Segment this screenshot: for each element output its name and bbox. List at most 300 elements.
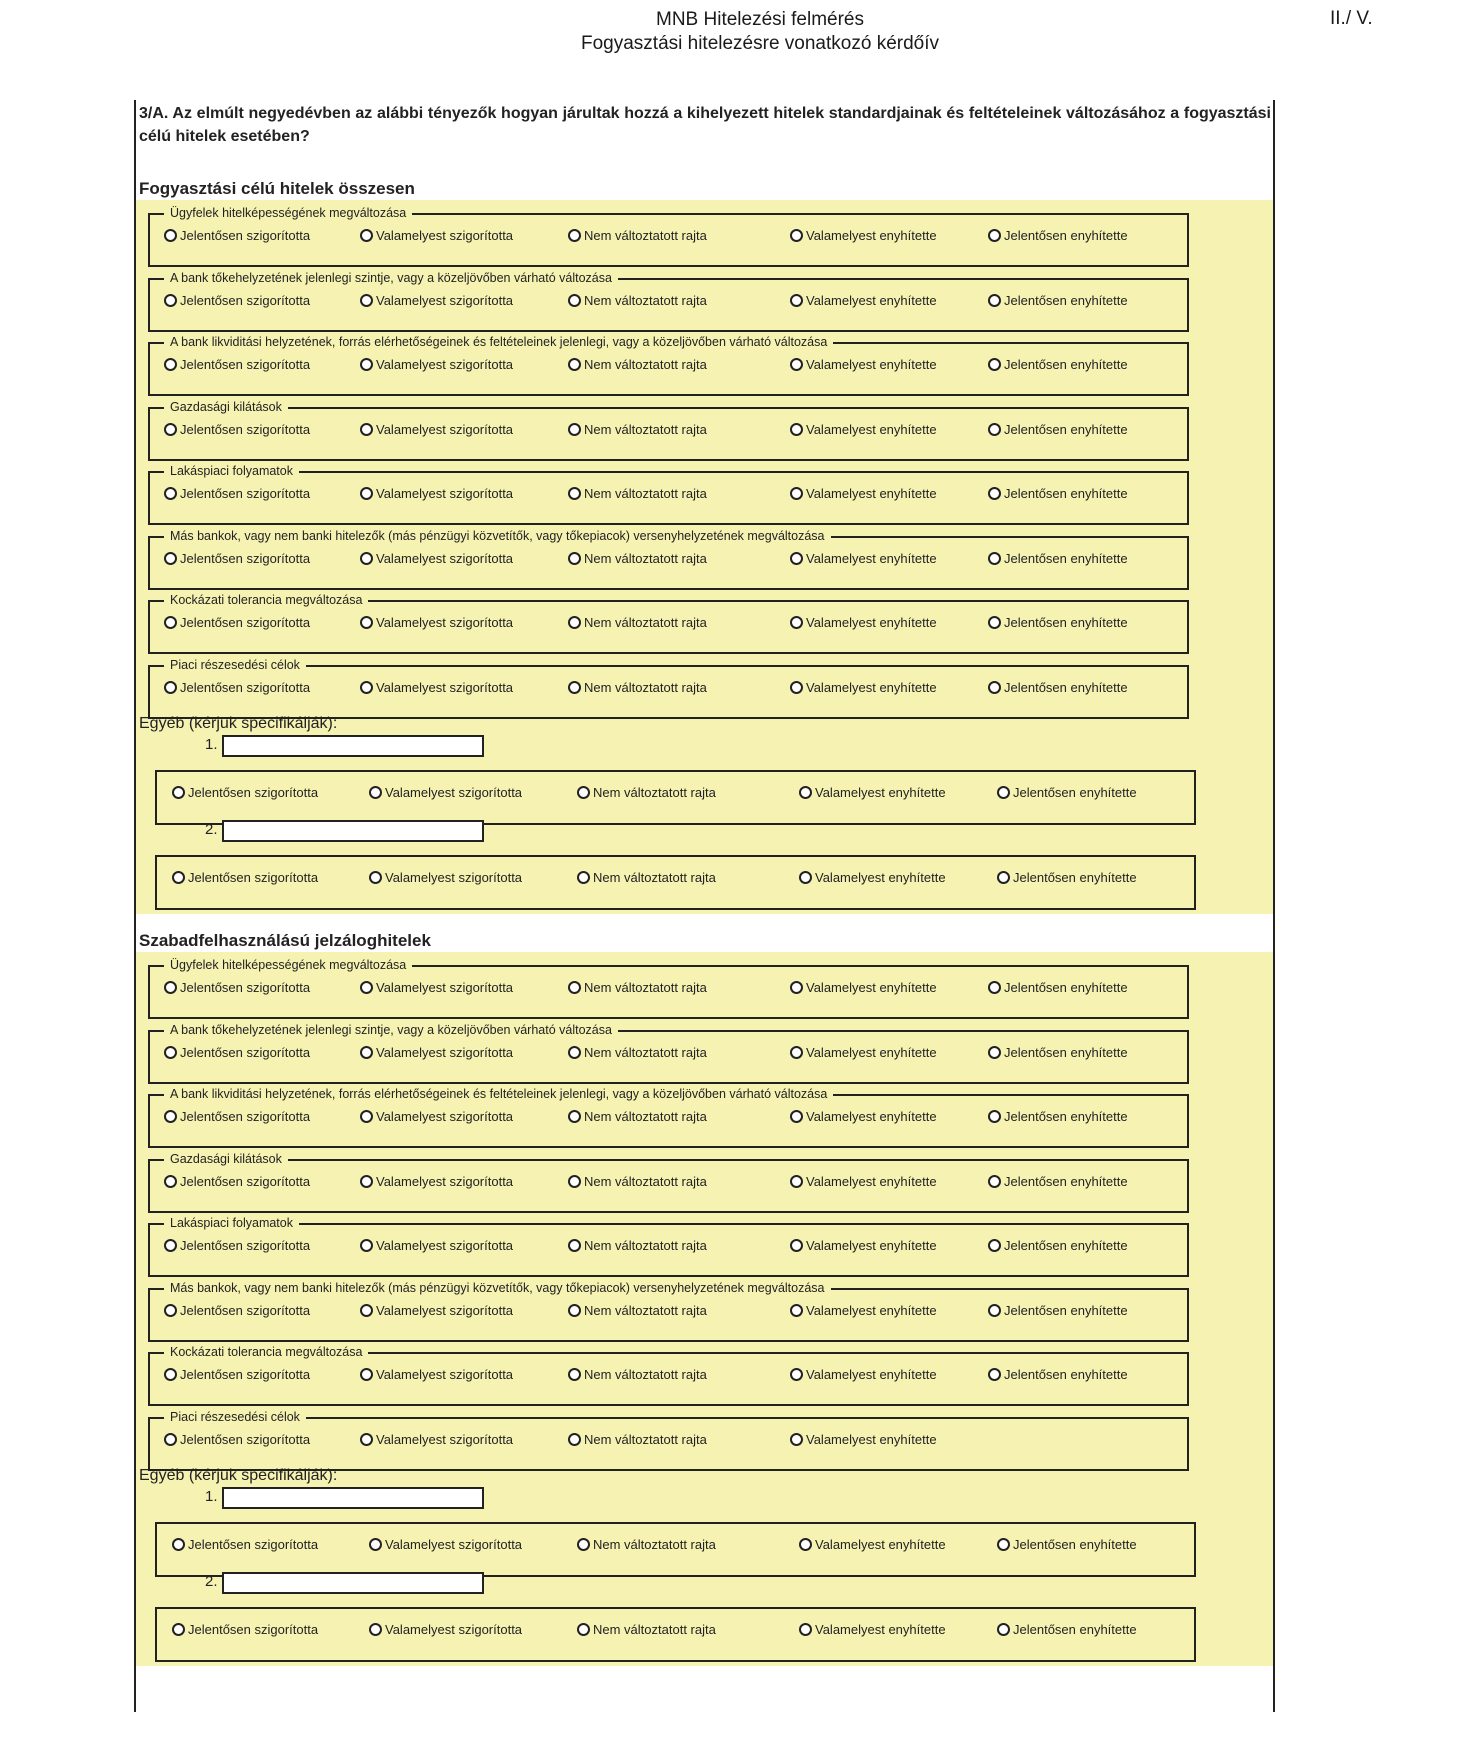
radio-option[interactable] xyxy=(790,980,937,995)
radio-button[interactable] xyxy=(790,981,803,994)
factor-group xyxy=(148,270,1189,332)
radio-button[interactable] xyxy=(790,487,803,500)
radio-option[interactable] xyxy=(568,980,707,995)
radio-button[interactable] xyxy=(360,1304,373,1317)
radio-option[interactable] xyxy=(790,422,937,437)
radio-button[interactable] xyxy=(360,229,373,242)
radio-button[interactable] xyxy=(568,423,581,436)
section-title: Szabadfelhasználású jelzáloghitelek xyxy=(139,931,431,950)
radio-option[interactable] xyxy=(790,1174,937,1189)
radio-button[interactable] xyxy=(360,294,373,307)
radio-option-label: Jelentősen enyhítette xyxy=(1004,550,1128,566)
radio-option-label: Valamelyest szigorította xyxy=(385,1622,523,1637)
radio-option-label: Valamelyest szigorította xyxy=(376,292,514,308)
factor-group xyxy=(148,657,1189,719)
radio-option[interactable] xyxy=(360,1174,513,1189)
radio-option[interactable] xyxy=(360,1238,513,1253)
radio-option-label: Jelentősen enyhítette xyxy=(1004,357,1128,372)
radio-option[interactable] xyxy=(568,228,707,243)
radio-option-label: Jelentősen szigorította xyxy=(180,1302,311,1318)
radio-option[interactable] xyxy=(997,1537,1137,1552)
radio-option[interactable] xyxy=(369,1622,522,1637)
radio-button[interactable] xyxy=(568,616,581,629)
radio-option[interactable] xyxy=(360,357,513,372)
radio-button[interactable] xyxy=(164,616,177,629)
factor-label: Más bankok, vagy nem banki hitelezők (más pénzügyi közvetítők, vagy tőkepiacok) versenyhelyzetének megváltozása xyxy=(164,1280,831,1296)
radio-button[interactable] xyxy=(988,1046,1001,1059)
radio-option[interactable] xyxy=(577,1622,716,1637)
radio-option-label: Valamelyest enyhítette xyxy=(806,1431,937,1447)
radio-option[interactable] xyxy=(988,1174,1128,1189)
radio-button[interactable] xyxy=(568,229,581,242)
radio-option-label: Nem változtatott rajta xyxy=(584,1367,707,1382)
radio-option[interactable] xyxy=(360,551,513,566)
radio-option[interactable] xyxy=(799,1622,946,1637)
radio-option[interactable] xyxy=(568,357,707,372)
radio-button[interactable] xyxy=(790,616,803,629)
radio-option[interactable] xyxy=(790,551,937,566)
radio-option[interactable] xyxy=(369,785,522,800)
radio-button[interactable] xyxy=(360,981,373,994)
radio-button[interactable] xyxy=(577,1623,590,1636)
radio-option-label: Jelentősen szigorította xyxy=(180,486,311,501)
radio-option[interactable] xyxy=(799,870,946,885)
radio-option-label: Jelentősen szigorította xyxy=(180,357,311,372)
radio-option[interactable] xyxy=(164,293,310,308)
radio-option-label: Jelentősen enyhítette xyxy=(1004,1044,1128,1060)
radio-option[interactable] xyxy=(997,870,1137,885)
radio-option[interactable] xyxy=(568,1238,707,1253)
factor-group xyxy=(148,206,1189,267)
radio-option-label: Valamelyest enyhítette xyxy=(806,980,937,995)
radio-button[interactable] xyxy=(164,423,177,436)
radio-button[interactable] xyxy=(568,1239,581,1252)
radio-option[interactable] xyxy=(360,228,513,243)
radio-button[interactable] xyxy=(790,229,803,242)
radio-option-label: Jelentősen szigorította xyxy=(180,1173,311,1189)
radio-option[interactable] xyxy=(568,1174,707,1189)
radio-option[interactable] xyxy=(568,422,707,437)
radio-option-label: Valamelyest szigorította xyxy=(376,615,514,630)
radio-option[interactable] xyxy=(164,980,310,995)
radio-button[interactable] xyxy=(790,358,803,371)
radio-button[interactable] xyxy=(790,1368,803,1381)
radio-button[interactable] xyxy=(790,1046,803,1059)
radio-button[interactable] xyxy=(988,1304,1001,1317)
radio-option-label: Jelentősen enyhítette xyxy=(1004,421,1128,437)
radio-button[interactable] xyxy=(369,871,382,884)
radio-option-label: Jelentősen enyhítette xyxy=(1013,1537,1137,1552)
radio-option[interactable] xyxy=(790,1238,937,1253)
factor-label: Lakáspiaci folyamatok xyxy=(164,463,299,479)
radio-option[interactable] xyxy=(577,785,716,800)
radio-button[interactable] xyxy=(568,1304,581,1317)
radio-option[interactable] xyxy=(172,870,318,885)
radio-option[interactable] xyxy=(568,615,707,630)
radio-option[interactable] xyxy=(164,422,310,437)
radio-option[interactable] xyxy=(799,785,946,800)
radio-option-label: Nem változtatott rajta xyxy=(584,1431,707,1447)
radio-button[interactable] xyxy=(360,1239,373,1252)
other-specify-input[interactable] xyxy=(222,1487,484,1509)
radio-option[interactable] xyxy=(997,1622,1137,1637)
radio-option[interactable] xyxy=(568,1109,707,1124)
radio-option[interactable] xyxy=(988,615,1128,630)
radio-option[interactable] xyxy=(568,551,707,566)
radio-option[interactable] xyxy=(164,1432,310,1447)
radio-option[interactable] xyxy=(790,1109,937,1124)
other-specify-input[interactable] xyxy=(222,735,484,757)
other-options-group xyxy=(155,1522,1196,1577)
radio-button[interactable] xyxy=(360,681,373,694)
radio-button[interactable] xyxy=(568,487,581,500)
radio-option[interactable] xyxy=(164,486,310,501)
radio-option-label: Jelentősen enyhítette xyxy=(1013,1622,1137,1637)
radio-option[interactable] xyxy=(164,551,310,566)
radio-option-label: Valamelyest szigorította xyxy=(376,550,514,566)
radio-button[interactable] xyxy=(360,487,373,500)
radio-option-label: Valamelyest szigorította xyxy=(376,679,514,695)
factor-group xyxy=(148,1216,1189,1277)
radio-option[interactable] xyxy=(577,1537,716,1552)
radio-button[interactable] xyxy=(577,1538,590,1551)
radio-button[interactable] xyxy=(988,229,1001,242)
radio-option-label: Valamelyest enyhítette xyxy=(815,870,946,885)
radio-button[interactable] xyxy=(164,1304,177,1317)
radio-option-label: Nem változtatott rajta xyxy=(584,421,707,437)
factor-group xyxy=(148,1345,1189,1406)
radio-option-label: Jelentősen enyhítette xyxy=(1004,615,1128,630)
radio-option-label: Jelentősen enyhítette xyxy=(1004,1302,1128,1318)
factor-label: Piaci részesedési célok xyxy=(164,1409,306,1425)
radio-option[interactable] xyxy=(360,1432,513,1447)
radio-option[interactable] xyxy=(360,486,513,501)
radio-button[interactable] xyxy=(360,358,373,371)
radio-option[interactable] xyxy=(360,1367,513,1382)
radio-button[interactable] xyxy=(164,487,177,500)
radio-option[interactable] xyxy=(164,228,310,243)
radio-option[interactable] xyxy=(172,1537,318,1552)
radio-button[interactable] xyxy=(568,1046,581,1059)
factor-group xyxy=(148,958,1189,1019)
radio-option-label: Valamelyest enyhítette xyxy=(815,1622,946,1637)
radio-button[interactable] xyxy=(360,1433,373,1446)
radio-option-label: Nem változtatott rajta xyxy=(584,1238,707,1253)
radio-option-label: Nem változtatott rajta xyxy=(584,357,707,372)
radio-button[interactable] xyxy=(360,616,373,629)
radio-button[interactable] xyxy=(172,1623,185,1636)
radio-button[interactable] xyxy=(790,1433,803,1446)
radio-button[interactable] xyxy=(369,1623,382,1636)
radio-button[interactable] xyxy=(172,1538,185,1551)
radio-button[interactable] xyxy=(568,981,581,994)
radio-option[interactable] xyxy=(568,1045,707,1060)
radio-option[interactable] xyxy=(164,1109,310,1124)
factor-label: Kockázati tolerancia megváltozása xyxy=(164,1344,368,1360)
radio-button[interactable] xyxy=(997,871,1010,884)
radio-button[interactable] xyxy=(988,552,1001,565)
radio-option-label: Valamelyest szigorította xyxy=(376,980,514,995)
radio-button[interactable] xyxy=(568,358,581,371)
factor-group xyxy=(148,335,1189,396)
radio-option[interactable] xyxy=(164,1045,310,1060)
radio-button[interactable] xyxy=(172,786,185,799)
radio-option-label: Jelentősen szigorította xyxy=(188,1537,319,1552)
radio-button[interactable] xyxy=(568,1175,581,1188)
radio-option[interactable] xyxy=(790,615,937,630)
radio-button[interactable] xyxy=(997,786,1010,799)
radio-option[interactable] xyxy=(360,980,513,995)
factor-label: Lakáspiaci folyamatok xyxy=(164,1215,299,1231)
radio-button[interactable] xyxy=(790,1110,803,1123)
radio-option[interactable] xyxy=(790,293,937,308)
radio-option-label: Valamelyest enyhítette xyxy=(806,421,937,437)
factor-label: Más bankok, vagy nem banki hitelezők (más pénzügyi közvetítők, vagy tőkepiacok) versenyhelyzetének megváltozása xyxy=(164,528,831,544)
factor-group xyxy=(148,464,1189,525)
radio-button[interactable] xyxy=(568,1368,581,1381)
radio-option[interactable] xyxy=(988,422,1128,437)
radio-option[interactable] xyxy=(369,870,522,885)
radio-button[interactable] xyxy=(164,1368,177,1381)
radio-option-label: Jelentősen szigorította xyxy=(180,679,311,695)
radio-option-label: Jelentősen szigorította xyxy=(188,785,319,800)
radio-button[interactable] xyxy=(577,786,590,799)
radio-button[interactable] xyxy=(997,1538,1010,1551)
radio-option-label: Valamelyest enyhítette xyxy=(806,1238,937,1253)
radio-option[interactable] xyxy=(790,486,937,501)
radio-button[interactable] xyxy=(172,871,185,884)
radio-button[interactable] xyxy=(997,1623,1010,1636)
radio-option-label: Jelentősen szigorította xyxy=(180,421,311,437)
radio-option[interactable] xyxy=(172,785,318,800)
radio-option[interactable] xyxy=(164,1238,310,1253)
radio-option[interactable] xyxy=(360,1045,513,1060)
factor-group xyxy=(148,593,1189,654)
radio-button[interactable] xyxy=(790,1304,803,1317)
right-rule xyxy=(1273,100,1275,1712)
radio-button[interactable] xyxy=(164,681,177,694)
radio-option[interactable] xyxy=(360,1303,513,1318)
radio-option-label: Jelentősen szigorította xyxy=(180,1367,311,1382)
radio-option[interactable] xyxy=(790,228,937,243)
radio-button[interactable] xyxy=(164,981,177,994)
radio-option-label: Jelentősen szigorította xyxy=(188,1622,319,1637)
radio-option[interactable] xyxy=(360,1109,513,1124)
other-label: Egyéb (kérjük specifikálják): xyxy=(139,715,338,732)
radio-button[interactable] xyxy=(790,294,803,307)
radio-option[interactable] xyxy=(568,1303,707,1318)
radio-button[interactable] xyxy=(988,358,1001,371)
radio-option[interactable] xyxy=(988,1109,1128,1124)
radio-option[interactable] xyxy=(790,1367,937,1382)
radio-option[interactable] xyxy=(369,1537,522,1552)
radio-option-label: Jelentősen enyhítette xyxy=(1004,1173,1128,1189)
radio-button[interactable] xyxy=(360,1046,373,1059)
radio-option-label: Nem változtatott rajta xyxy=(593,785,716,800)
radio-button[interactable] xyxy=(164,552,177,565)
radio-button[interactable] xyxy=(164,1175,177,1188)
other-specify-input[interactable] xyxy=(222,820,484,842)
radio-button[interactable] xyxy=(799,1538,812,1551)
radio-option-label: Valamelyest szigorította xyxy=(376,1044,514,1060)
radio-option[interactable] xyxy=(164,1174,310,1189)
radio-option[interactable] xyxy=(988,357,1128,372)
radio-option-label: Valamelyest enyhítette xyxy=(806,292,937,308)
radio-option-label: Jelentősen enyhítette xyxy=(1004,292,1128,308)
radio-button[interactable] xyxy=(790,681,803,694)
radio-button[interactable] xyxy=(568,1110,581,1123)
radio-option-label: Valamelyest szigorította xyxy=(376,228,514,243)
radio-button[interactable] xyxy=(360,423,373,436)
radio-button[interactable] xyxy=(988,294,1001,307)
radio-option[interactable] xyxy=(790,1303,937,1318)
radio-button[interactable] xyxy=(988,1175,1001,1188)
radio-option[interactable] xyxy=(988,1303,1128,1318)
radio-button[interactable] xyxy=(164,1110,177,1123)
radio-button[interactable] xyxy=(577,871,590,884)
factor-group xyxy=(148,528,1189,590)
radio-option-label: Valamelyest szigorította xyxy=(376,1238,514,1253)
radio-option-label: Jelentősen enyhítette xyxy=(1004,1109,1128,1124)
radio-button[interactable] xyxy=(568,552,581,565)
factor-label: Piaci részesedési célok xyxy=(164,657,306,673)
radio-button[interactable] xyxy=(988,1368,1001,1381)
radio-option[interactable] xyxy=(568,486,707,501)
radio-option-label: Valamelyest szigorította xyxy=(376,1173,514,1189)
radio-option[interactable] xyxy=(790,1432,937,1447)
radio-option-label: Jelentősen enyhítette xyxy=(1013,870,1137,885)
radio-option-label: Jelentősen szigorította xyxy=(180,1238,311,1253)
radio-option-label: Valamelyest enyhítette xyxy=(806,1367,937,1382)
radio-option-label: Jelentősen enyhítette xyxy=(1004,1367,1128,1382)
factor-label: Gazdasági kilátások xyxy=(164,1151,288,1167)
radio-option[interactable] xyxy=(360,422,513,437)
radio-button[interactable] xyxy=(799,871,812,884)
radio-button[interactable] xyxy=(799,1623,812,1636)
radio-option[interactable] xyxy=(790,680,937,695)
radio-option-label: Jelentősen szigorította xyxy=(180,615,311,630)
radio-option[interactable] xyxy=(360,293,513,308)
radio-option-label: Valamelyest enyhítette xyxy=(806,486,937,501)
factor-label: Ügyfelek hitelképességének megváltozása xyxy=(164,957,412,973)
radio-button[interactable] xyxy=(360,1175,373,1188)
radio-button[interactable] xyxy=(988,981,1001,994)
radio-option-label: Valamelyest enyhítette xyxy=(806,1109,937,1124)
radio-button[interactable] xyxy=(790,552,803,565)
radio-option-label: Nem változtatott rajta xyxy=(584,228,707,243)
other-options-group xyxy=(155,770,1196,825)
radio-button[interactable] xyxy=(369,786,382,799)
radio-option-label: Jelentősen szigorította xyxy=(180,980,311,995)
radio-option-label: Nem változtatott rajta xyxy=(593,870,716,885)
radio-button[interactable] xyxy=(988,1110,1001,1123)
other-specify-input[interactable] xyxy=(222,1572,484,1594)
radio-option[interactable] xyxy=(360,615,513,630)
radio-button[interactable] xyxy=(164,1433,177,1446)
radio-option[interactable] xyxy=(164,357,310,372)
radio-button[interactable] xyxy=(988,616,1001,629)
radio-option[interactable] xyxy=(568,293,707,308)
radio-button[interactable] xyxy=(164,358,177,371)
radio-option[interactable] xyxy=(164,680,310,695)
radio-option-label: Nem változtatott rajta xyxy=(584,679,707,695)
radio-button[interactable] xyxy=(799,786,812,799)
radio-option[interactable] xyxy=(988,486,1128,501)
radio-option[interactable] xyxy=(988,1367,1128,1382)
radio-option[interactable] xyxy=(988,228,1128,243)
radio-button[interactable] xyxy=(164,229,177,242)
radio-option-label: Valamelyest enyhítette xyxy=(815,1537,946,1552)
survey-subtitle: Fogyasztási hitelezésre vonatkozó kérdőív xyxy=(580,33,939,54)
radio-option-label: Jelentősen szigorította xyxy=(180,550,311,566)
other-label: Egyéb (kérjük specifikálják): xyxy=(139,1467,338,1484)
radio-button[interactable] xyxy=(790,1175,803,1188)
radio-button[interactable] xyxy=(790,423,803,436)
radio-option[interactable] xyxy=(568,1367,707,1382)
radio-option-label: Jelentősen enyhítette xyxy=(1004,980,1128,995)
radio-option[interactable] xyxy=(988,1045,1128,1060)
radio-option-label: Nem változtatott rajta xyxy=(584,1044,707,1060)
other-number: 1. xyxy=(205,736,218,753)
radio-option[interactable] xyxy=(988,980,1128,995)
radio-option[interactable] xyxy=(164,1367,310,1382)
radio-option-label: Valamelyest szigorította xyxy=(385,1537,523,1552)
radio-option-label: Jelentősen szigorította xyxy=(180,292,311,308)
radio-button[interactable] xyxy=(360,1110,373,1123)
radio-option-label: Jelentősen enyhítette xyxy=(1004,486,1128,501)
radio-button[interactable] xyxy=(988,681,1001,694)
radio-button[interactable] xyxy=(988,1239,1001,1252)
radio-option-label: Valamelyest enyhítette xyxy=(806,615,937,630)
radio-option[interactable] xyxy=(988,551,1128,566)
radio-option[interactable] xyxy=(568,680,707,695)
radio-option[interactable] xyxy=(988,293,1128,308)
radio-option[interactable] xyxy=(988,680,1128,695)
radio-option-label: Nem változtatott rajta xyxy=(584,980,707,995)
radio-option[interactable] xyxy=(799,1537,946,1552)
radio-option[interactable] xyxy=(577,870,716,885)
factor-label: A bank tőkehelyzetének jelenlegi szintje, vagy a közeljövőben várható változása xyxy=(164,270,618,286)
page-indicator: II./ V. xyxy=(1330,8,1373,29)
radio-button[interactable] xyxy=(988,487,1001,500)
radio-option[interactable] xyxy=(997,785,1137,800)
radio-button[interactable] xyxy=(568,294,581,307)
factor-group xyxy=(148,1087,1189,1148)
radio-option[interactable] xyxy=(790,1045,937,1060)
radio-button[interactable] xyxy=(164,1239,177,1252)
radio-option-label: Nem változtatott rajta xyxy=(584,1173,707,1189)
radio-button[interactable] xyxy=(360,552,373,565)
radio-button[interactable] xyxy=(164,1046,177,1059)
radio-option-label: Jelentősen szigorította xyxy=(188,870,319,885)
radio-option[interactable] xyxy=(164,615,310,630)
radio-option-label: Valamelyest szigorította xyxy=(376,357,514,372)
radio-option[interactable] xyxy=(988,1238,1128,1253)
radio-button[interactable] xyxy=(988,423,1001,436)
radio-option[interactable] xyxy=(172,1622,318,1637)
radio-button[interactable] xyxy=(568,681,581,694)
factor-label: Gazdasági kilátások xyxy=(164,399,288,415)
radio-option[interactable] xyxy=(790,357,937,372)
radio-button[interactable] xyxy=(369,1538,382,1551)
radio-option[interactable] xyxy=(568,1432,707,1447)
radio-button[interactable] xyxy=(360,1368,373,1381)
radio-button[interactable] xyxy=(568,1433,581,1446)
radio-option[interactable] xyxy=(164,1303,310,1318)
radio-button[interactable] xyxy=(164,294,177,307)
radio-button[interactable] xyxy=(790,1239,803,1252)
radio-option[interactable] xyxy=(360,680,513,695)
